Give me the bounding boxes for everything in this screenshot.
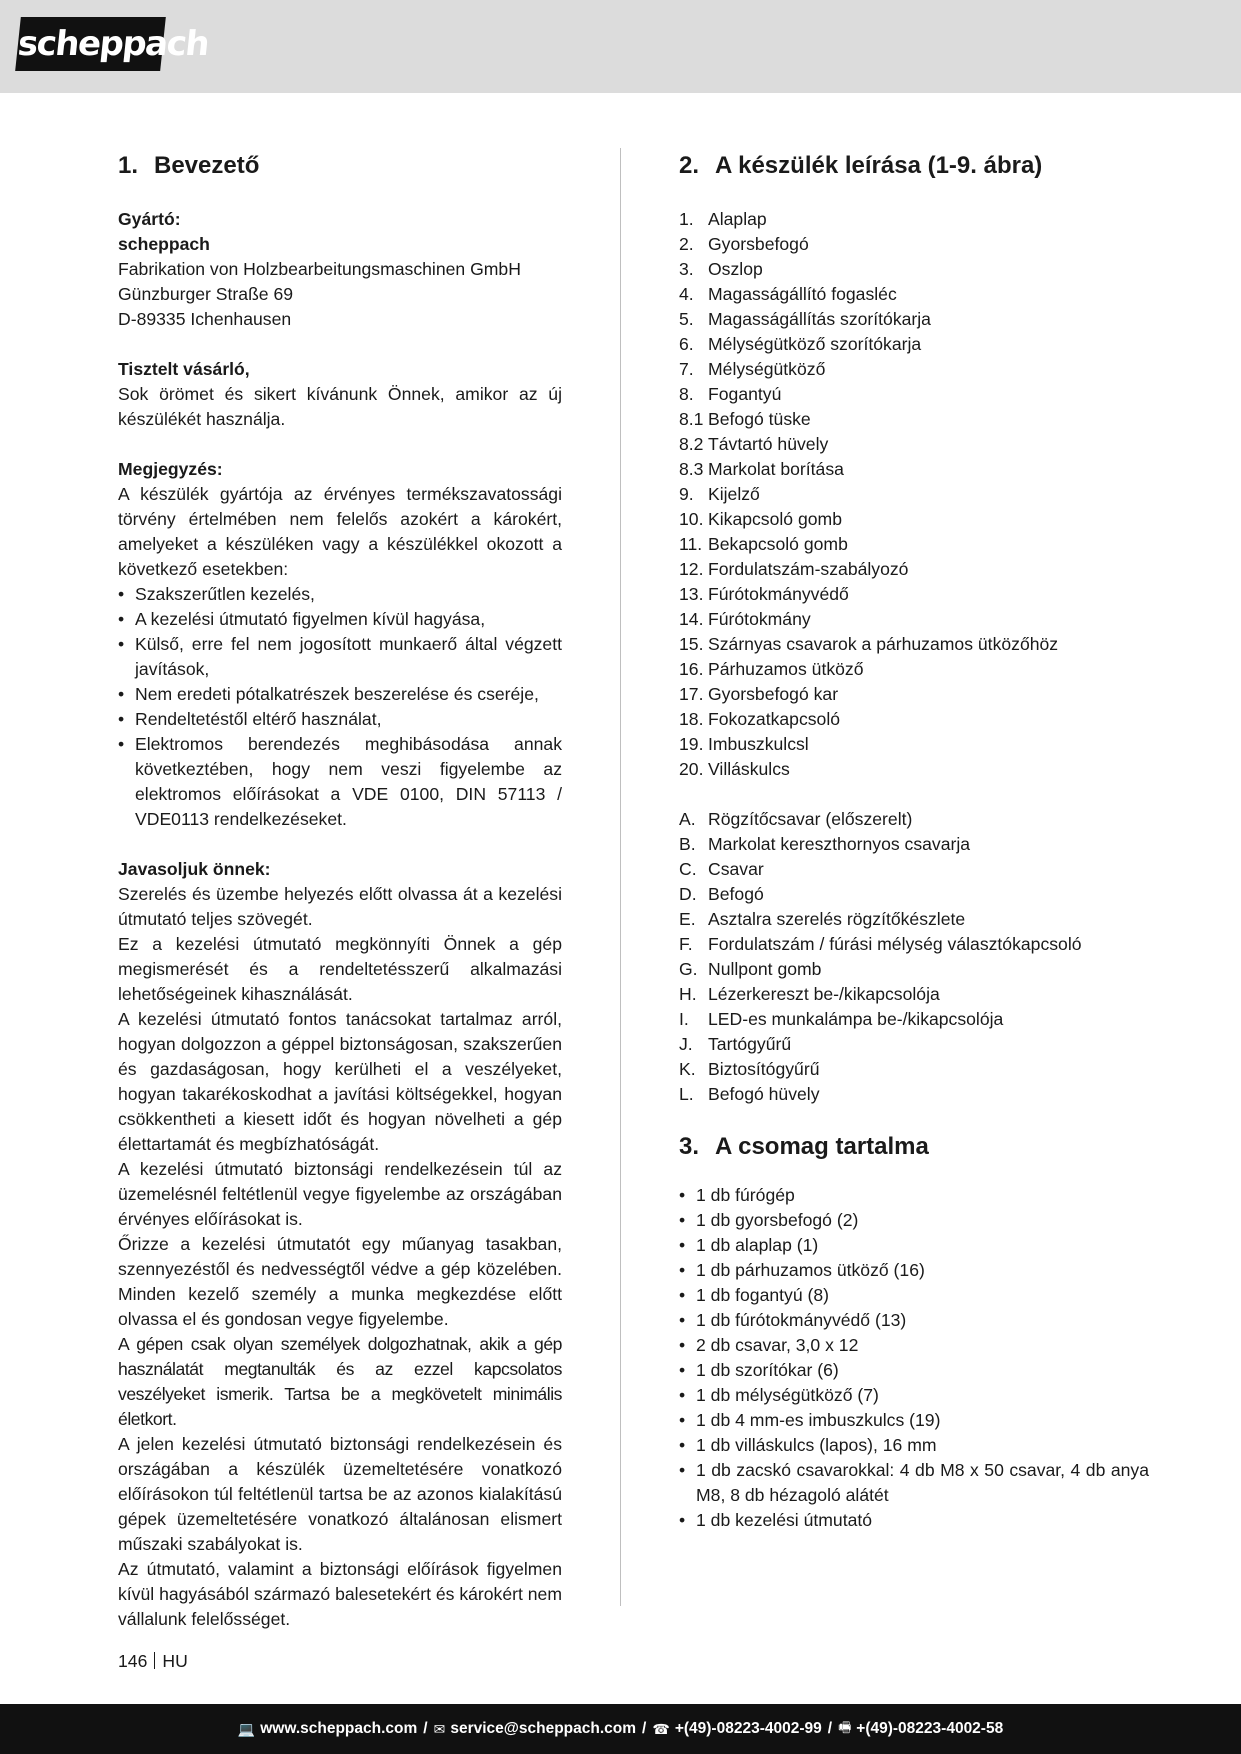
list-item bbox=[679, 1032, 1149, 1057]
list-item bbox=[679, 907, 1149, 932]
item-label: LED-es munkalámpa be-/kikapcsolója bbox=[708, 1009, 1004, 1029]
item-label: Gyorsbefogó bbox=[708, 234, 809, 254]
recommend-paragraph: Az útmutató, valamint a biztonsági előírások figyelmen kívül hagyásából származó balesetekért és károkért nem vállalunk felelősséget. bbox=[118, 1559, 562, 1629]
recommend-paragraph: Szerelés és üzembe helyezés előtt olvassa át a kezelési útmutató teljes szövegét. bbox=[118, 884, 562, 929]
list-item bbox=[679, 607, 1149, 632]
list-item bbox=[679, 807, 1149, 832]
address-line: Günzburger Straße 69 bbox=[118, 284, 294, 304]
brand-logo: scheppach bbox=[15, 17, 166, 71]
list-item bbox=[679, 1007, 1149, 1032]
item-label: Tartógyűrű bbox=[708, 1034, 792, 1054]
list-item bbox=[679, 932, 1149, 957]
parts-list bbox=[679, 207, 1149, 782]
manufacturer-name: scheppach bbox=[118, 234, 210, 254]
item-number: I. bbox=[679, 1009, 689, 1029]
list-item: • Nem eredeti pótalkatrészek beszerelése és cseréje, bbox=[118, 682, 562, 707]
list-item: • 1 db szorítókar (6) bbox=[679, 1358, 1149, 1383]
item-number: 13. bbox=[679, 584, 704, 604]
list-item bbox=[679, 432, 1149, 457]
item-label: Markolat kereszthornyos csavarja bbox=[708, 834, 971, 854]
list-item: • 1 db mélységütköző (7) bbox=[679, 1383, 1149, 1408]
item-label: Szárnyas csavarok a párhuzamos ütközőhöz bbox=[708, 634, 1059, 654]
item-label: Villáskulcs bbox=[708, 759, 790, 779]
list-item: • Rendeltetéstől eltérő használat, bbox=[118, 707, 562, 732]
manufacturer-label: Gyártó: bbox=[118, 209, 181, 229]
item-number: G. bbox=[679, 959, 698, 979]
item-label: Befogó tüske bbox=[708, 409, 811, 429]
item-number: 4. bbox=[679, 284, 694, 304]
list-item bbox=[679, 582, 1149, 607]
item-number: 17. bbox=[679, 684, 704, 704]
email-icon: ✉ bbox=[433, 1720, 446, 1737]
item-label: Kikapcsoló gomb bbox=[708, 509, 842, 529]
item-label: Nullpont gomb bbox=[708, 959, 822, 979]
item-label: Párhuzamos ütköző bbox=[708, 659, 864, 679]
item-label: Bekapcsoló gomb bbox=[708, 534, 848, 554]
item-number: 12. bbox=[679, 559, 704, 579]
right-column bbox=[679, 150, 1149, 1533]
item-label: Kijelző bbox=[708, 484, 760, 504]
item-label: Rögzítőcsavar (előszerelt) bbox=[708, 809, 913, 829]
package-contents-list bbox=[679, 1183, 1149, 1533]
item-number: 8.2 bbox=[679, 434, 704, 454]
item-number: 20. bbox=[679, 759, 704, 779]
list-item bbox=[679, 882, 1149, 907]
list-item: • 1 db párhuzamos ütköző (16) bbox=[679, 1258, 1149, 1283]
list-item bbox=[679, 257, 1149, 282]
footer-bar: 💻 www.scheppach.com / ✉ service@scheppach.com / ☎ +(49)-08223-4002-99 / 🖷 +(49)-08223-4002-58 bbox=[0, 1704, 1241, 1754]
address-line: D-89335 Ichenhausen bbox=[118, 309, 292, 329]
list-item bbox=[679, 307, 1149, 332]
item-label: Imbuszkulcsl bbox=[708, 734, 809, 754]
list-item bbox=[679, 1082, 1149, 1107]
item-number: 11. bbox=[679, 534, 703, 554]
list-item: • 1 db gyorsbefogó (2) bbox=[679, 1208, 1149, 1233]
item-label: Fúrótokmány bbox=[708, 609, 811, 629]
list-item bbox=[679, 957, 1149, 982]
list-item bbox=[679, 857, 1149, 882]
recommend-paragraph: Őrizze a kezelési útmutatót egy műanyag tasakban, szennyezéstől és nedvességtől védve a gép közelében. Minden kezelő személy a munka megkezdése előtt olvassa el és gondosan vegye figyelembe. bbox=[118, 1234, 562, 1329]
column-divider bbox=[620, 148, 621, 1606]
recommend-paragraph: A kezelési útmutató biztonsági rendelkezésein túl az üzemelésnél feltétlenül vegye figyelembe az országában érvényes előírásokat is. bbox=[118, 1159, 562, 1229]
list-item: • A kezelési útmutató figyelmen kívül hagyása, bbox=[118, 607, 562, 632]
recommend-paragraph: A jelen kezelési útmutató biztonsági rendelkezésein és országában a készülék üzemeltetésére vonatkozó előírásokon túl feltétlenül tartsa be az azonos kialakítású gépek üzemeltetésére vonatkozó általánosan elismert műszaki szabályokat is. bbox=[118, 1434, 562, 1554]
page-number: 146 HU bbox=[118, 1651, 188, 1671]
list-item bbox=[679, 732, 1149, 757]
list-item bbox=[679, 482, 1149, 507]
item-label: Gyorsbefogó kar bbox=[708, 684, 839, 704]
greeting-text: Sok örömet és sikert kívánunk Önnek, amikor az új készülékét használja. bbox=[118, 384, 562, 429]
item-label: Asztalra szerelés rögzítőkészlete bbox=[708, 909, 966, 929]
section-3-heading: 3. A csomag tartalma bbox=[679, 1133, 929, 1160]
item-label: Fokozatkapcsoló bbox=[708, 709, 841, 729]
item-number: 8. bbox=[679, 384, 694, 404]
phone-icon: ☎ bbox=[652, 1720, 670, 1737]
list-item bbox=[679, 757, 1149, 782]
item-number: C. bbox=[679, 859, 697, 879]
item-number: 19. bbox=[679, 734, 704, 754]
footer-phone: +(49)-08223-4002-99 bbox=[674, 1720, 822, 1737]
computer-icon: 💻 bbox=[237, 1720, 256, 1737]
item-number: 15. bbox=[679, 634, 704, 654]
list-item bbox=[679, 557, 1149, 582]
recommend-paragraph: A kezelési útmutató fontos tanácsokat tartalmaz arról, hogyan dolgozzon a géppel biztonságosan, szakszerűen és gazdaságosan, hogy kerülheti el a veszélyeket, hogyan takarékoskodhat a javítási költségekkel, hogyan csökkentheti a kiesett időt és hogyan növelheti a gép élettartamát és megbízhatóságát. bbox=[118, 1009, 562, 1154]
item-label: Mélységütköző szorítókarja bbox=[708, 334, 922, 354]
item-label: Fúrótokmányvédő bbox=[708, 584, 849, 604]
note-text: A készülék gyártója az érvényes termékszavatossági törvény értelmében nem felelős azokért a károkért, amelyeket a készüléken vagy a készülékkel okozott a következő esetekben: bbox=[118, 484, 562, 579]
address-line: Fabrikation von Holzbearbeitungsmaschinen GmbH bbox=[118, 259, 521, 279]
list-item bbox=[679, 532, 1149, 557]
item-number: L. bbox=[679, 1084, 694, 1104]
list-item bbox=[679, 282, 1149, 307]
fax-icon: 🖷 bbox=[838, 1719, 852, 1735]
item-label: Biztosítógyűrű bbox=[708, 1059, 820, 1079]
components-list bbox=[679, 807, 1149, 1107]
list-item: • 1 db fúrótokmányvédő (13) bbox=[679, 1308, 1149, 1333]
item-number: 14. bbox=[679, 609, 704, 629]
list-item bbox=[679, 232, 1149, 257]
list-item: • 1 db fúrógép bbox=[679, 1183, 1149, 1208]
item-label: Fordulatszám / fúrási mélység választókapcsoló bbox=[708, 934, 1082, 954]
list-item bbox=[679, 357, 1149, 382]
item-label: Alaplap bbox=[708, 209, 767, 229]
item-number: D. bbox=[679, 884, 697, 904]
item-number: H. bbox=[679, 984, 697, 1004]
list-item bbox=[679, 407, 1149, 432]
separator bbox=[154, 1652, 155, 1669]
list-item: • Szakszerűtlen kezelés, bbox=[118, 582, 562, 607]
recommend-paragraph: Ez a kezelési útmutató megkönnyíti Önnek a gép megismerését és a rendeltetésszerű alkalmazási lehetőségeinek kihasználását. bbox=[118, 934, 562, 1004]
greeting-label: Tisztelt vásárló, bbox=[118, 359, 250, 379]
item-number: 8.1 bbox=[679, 409, 704, 429]
header-bar bbox=[0, 0, 1241, 93]
item-number: 2. bbox=[679, 234, 694, 254]
list-item bbox=[679, 682, 1149, 707]
item-number: 16. bbox=[679, 659, 704, 679]
list-item: • Elektromos berendezés meghibásodása annak következtében, hogy nem veszi figyelembe az elektromos előírásokat a VDE 0100, DIN 57113 / VDE0113 rendelkezéseket. bbox=[118, 732, 562, 832]
section-2-heading: 2. A készülék leírása (1-9. ábra) bbox=[679, 152, 1043, 179]
list-item bbox=[679, 332, 1149, 357]
item-number: 1. bbox=[679, 209, 694, 229]
item-number: 9. bbox=[679, 484, 694, 504]
footer-fax: +(49)-08223-4002-58 bbox=[856, 1720, 1004, 1737]
list-item: • 1 db fogantyú (8) bbox=[679, 1283, 1149, 1308]
item-label: Fordulatszám-szabályozó bbox=[708, 559, 909, 579]
note-list bbox=[118, 582, 562, 832]
item-number: 8.3 bbox=[679, 459, 704, 479]
item-label: Befogó hüvely bbox=[708, 1084, 820, 1104]
left-column bbox=[118, 150, 562, 1632]
note-label: Megjegyzés: bbox=[118, 459, 223, 479]
list-item: • 2 db csavar, 3,0 x 12 bbox=[679, 1333, 1149, 1358]
item-number: F. bbox=[679, 934, 693, 954]
item-number: B. bbox=[679, 834, 696, 854]
list-item bbox=[679, 632, 1149, 657]
recommend-paragraph: A gépen csak olyan személyek dolgozhatnak, akik a gép használatát megtanulták és az ezzel kapcsolatos veszélyeket ismerik. Tartsa be a megkövetelt minimális életkort. bbox=[118, 1334, 562, 1429]
item-number: A. bbox=[679, 809, 696, 829]
item-number: 6. bbox=[679, 334, 694, 354]
item-number: 7. bbox=[679, 359, 694, 379]
list-item bbox=[679, 657, 1149, 682]
footer-website[interactable]: www.scheppach.com bbox=[260, 1720, 418, 1737]
list-item: • 1 db alaplap (1) bbox=[679, 1233, 1149, 1258]
list-item: • Külső, erre fel nem jogosított munkaerő által végzett javítások, bbox=[118, 632, 562, 682]
item-number: K. bbox=[679, 1059, 696, 1079]
recommend-label: Javasoljuk önnek: bbox=[118, 859, 271, 879]
item-number: 5. bbox=[679, 309, 694, 329]
list-item: • 1 db kezelési útmutató bbox=[679, 1508, 1149, 1533]
item-number: 10. bbox=[679, 509, 704, 529]
item-label: Mélységütköző bbox=[708, 359, 826, 379]
list-item bbox=[679, 1057, 1149, 1082]
list-item: • 1 db 4 mm-es imbuszkulcs (19) bbox=[679, 1408, 1149, 1433]
item-label: Csavar bbox=[708, 859, 764, 879]
footer-email[interactable]: service@scheppach.com bbox=[450, 1720, 637, 1737]
item-number: J. bbox=[679, 1034, 693, 1054]
list-item: • 1 db villáskulcs (lapos), 16 mm bbox=[679, 1433, 1149, 1458]
list-item bbox=[679, 982, 1149, 1007]
item-label: Oszlop bbox=[708, 259, 763, 279]
item-number: E. bbox=[679, 909, 696, 929]
item-label: Magasságállító fogasléc bbox=[708, 284, 897, 304]
item-label: Távtartó hüvely bbox=[708, 434, 829, 454]
item-label: Fogantyú bbox=[708, 384, 782, 404]
list-item: • 1 db zacskó csavarokkal: 4 db M8 x 50 csavar, 4 db anya M8, 8 db hézagoló alátét bbox=[679, 1458, 1149, 1508]
item-number: 18. bbox=[679, 709, 704, 729]
item-label: Magasságállítás szorítókarja bbox=[708, 309, 931, 329]
list-item bbox=[679, 707, 1149, 732]
item-number: 3. bbox=[679, 259, 694, 279]
item-label: Markolat borítása bbox=[708, 459, 844, 479]
list-item bbox=[679, 832, 1149, 857]
list-item bbox=[679, 207, 1149, 232]
list-item bbox=[679, 507, 1149, 532]
item-label: Lézerkereszt be-/kikapcsolója bbox=[708, 984, 940, 1004]
list-item bbox=[679, 382, 1149, 407]
section-1-heading: 1. Bevezető bbox=[118, 152, 260, 179]
list-item bbox=[679, 457, 1149, 482]
item-label: Befogó bbox=[708, 884, 764, 904]
